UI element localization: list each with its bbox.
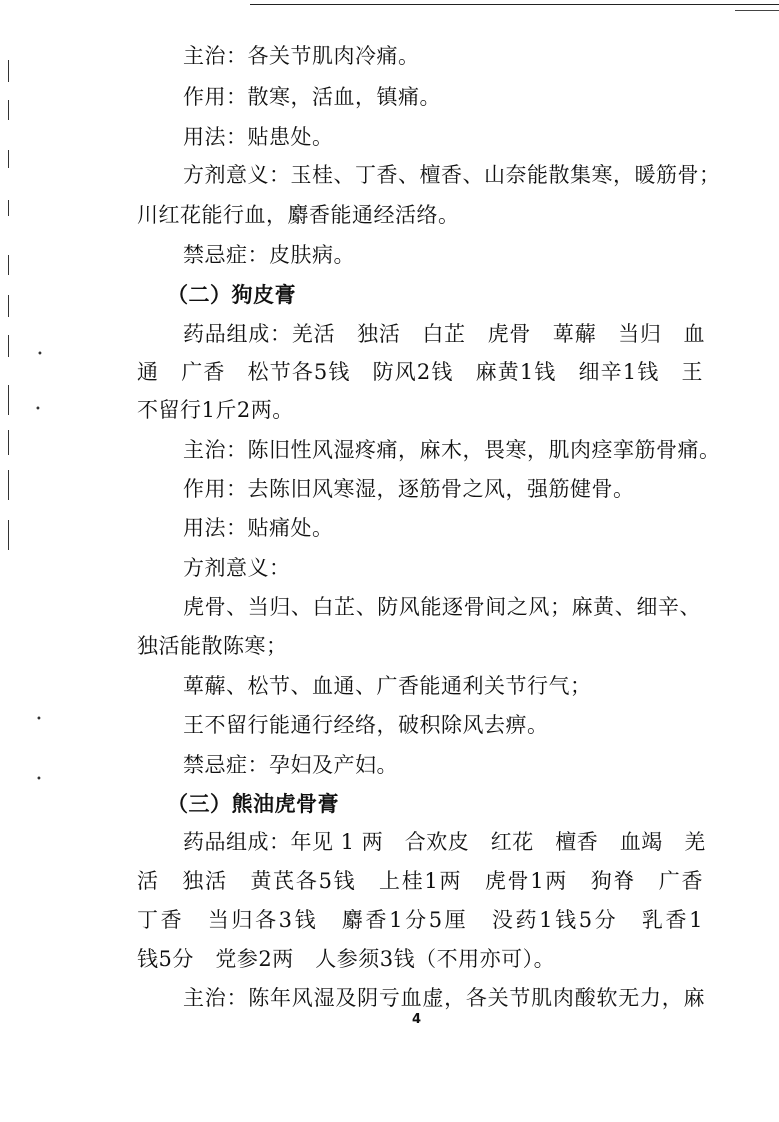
scan-left-edge-mark (8, 295, 9, 317)
text-line: 作用：去陈旧风寒湿，逐筋骨之风，强筋健骨。 (183, 477, 635, 501)
text-line: 主治：各关节肌肉冷痛。 (183, 44, 420, 68)
text-line: 禁忌症：孕妇及产妇。 (183, 753, 398, 777)
text-line: 虎骨、当归、白芷、防风能逐骨间之风；麻黄、细辛、 (183, 595, 701, 619)
text-line: 钱5分 党参2两 人参须3钱（不用亦可）。 (137, 947, 556, 971)
section-heading: （二）狗皮膏 (167, 282, 296, 307)
text-line: 药品组成：年见 1 两 合欢皮 红花 檀香 血竭 羌 (183, 830, 706, 854)
scan-speck: • (35, 404, 41, 415)
section-heading: （三）熊油虎骨膏 (167, 791, 339, 816)
scan-left-edge-mark (8, 430, 9, 455)
scan-speck: • (36, 714, 42, 725)
text-line: 丁香 当归各3钱 麝香1分5厘 没药1钱5分 乳香1 (137, 908, 703, 932)
page-number: 4 (412, 1012, 422, 1027)
scan-left-edge-mark (8, 520, 9, 550)
scan-speck: • (36, 774, 42, 785)
scan-left-edge-mark (8, 335, 9, 357)
text-line: 药品组成：羌活 独活 白芷 虎骨 萆薢 当归 血 (183, 322, 705, 346)
scan-left-edge-mark (8, 470, 9, 500)
text-line: 萆薢、松节、血通、广香能通利关节行气； (183, 674, 592, 698)
scan-left-edge-mark (8, 60, 9, 82)
text-line: 禁忌症：皮肤病。 (183, 243, 355, 267)
scan-left-edge-mark (8, 150, 9, 168)
text-line: 方剂意义： (183, 556, 291, 580)
text-line: 川红花能行血，麝香能通经活络。 (137, 203, 460, 227)
text-line: 用法：贴患处。 (183, 125, 334, 149)
scan-top-rule-short (735, 10, 779, 11)
text-line: 主治：陈年风湿及阴亏血虚，各关节肌肉酸软无力，麻 (183, 986, 705, 1010)
text-line: 主治：陈旧性风湿疼痛，麻木，畏寒，肌肉痉挛筋骨痛。 (183, 438, 721, 462)
text-line: 独活能散陈寒； (137, 634, 288, 658)
text-line: 作用：散寒，活血，镇痛。 (183, 85, 441, 109)
text-line: 王不留行能通行经络，破积除风去痹。 (183, 713, 549, 737)
scan-left-edge-mark (8, 200, 9, 216)
text-line: 不留行1斤2两。 (137, 398, 294, 422)
text-line: 活 独活 黄芪各5钱 上桂1两 虎骨1两 狗脊 广香 (137, 869, 703, 893)
scan-speck: • (37, 349, 43, 360)
scan-top-rule (250, 4, 779, 5)
text-line: 用法：贴痛处。 (183, 516, 334, 540)
text-line: 通 广香 松节各5钱 防风2钱 麻黄1钱 细辛1钱 王 (137, 360, 703, 384)
scan-left-edge-mark (8, 100, 9, 120)
text-line: 方剂意义：玉桂、丁香、檀香、山奈能散集寒，暖筋骨； (183, 163, 721, 187)
scan-left-edge-mark (8, 255, 9, 275)
scan-left-edge-mark (8, 385, 9, 415)
